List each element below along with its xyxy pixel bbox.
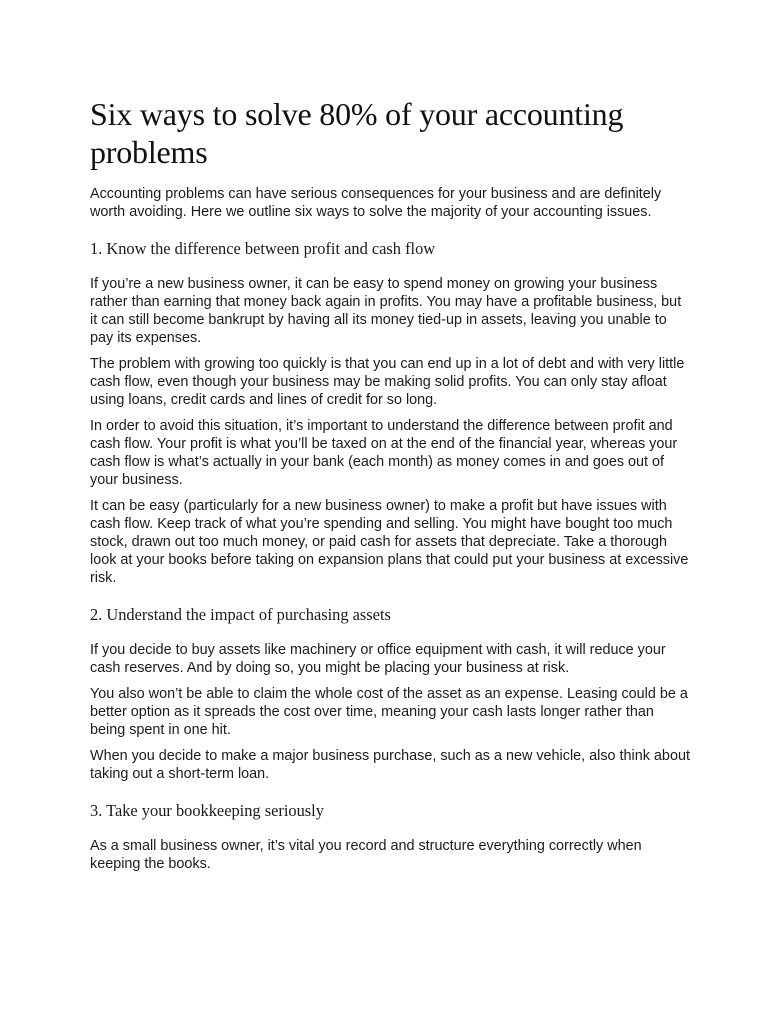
section-paragraph: If you’re a new business owner, it can be easy to spend money on growing your business rather than earning that money back again in profits. You may have a profitable business, but it can still become bankrupt by having all its money tied-up in assets, leaving you unable to pay its expenses. — [90, 276, 682, 346]
section-heading: 1. Know the difference between profit and cash flow — [90, 239, 436, 258]
section-paragraph: You also won’t be able to claim the whole cost of the asset as an expense. Leasing could be a better option as it spreads the cost over time, meaning your cash lasts longer rather than being spent in one hit. — [90, 686, 688, 738]
section-heading: 2. Understand the impact of purchasing assets — [90, 605, 391, 624]
section-paragraph: The problem with growing too quickly is that you can end up in a lot of debt and with very little cash flow, even though your business may be making solid profits. You can only stay afloat using loans, credit cards and lines of credit for so long. — [90, 356, 685, 408]
section-3 — [90, 801, 690, 873]
document-title: Six ways to solve 80% of your accounting problems — [90, 96, 624, 170]
section-paragraph: As a small business owner, it’s vital you record and structure everything correctly when keeping the books. — [90, 838, 642, 872]
section-heading: 3. Take your bookkeeping seriously — [90, 801, 324, 820]
document-content — [90, 95, 690, 881]
section-paragraph: When you decide to make a major business purchase, such as a new vehicle, also think about taking out a short-term loan. — [90, 748, 690, 782]
intro-paragraph: Accounting problems can have serious consequences for your business and are definitely worth avoiding. Here we outline six ways to solve the majority of your accounting issues. — [90, 186, 662, 220]
section-paragraph: It can be easy (particularly for a new business owner) to make a profit but have issues with cash flow. Keep track of what you’re spending and selling. You might have bought too much stock, drawn out too much money, or paid cash for assets that depreciate. Take a thorough look at your books before taking on expansion plans that could put your business at excessive risk. — [90, 498, 689, 586]
section-paragraph: In order to avoid this situation, it’s important to understand the difference between profit and cash flow. Your profit is what you’ll be taxed on at the end of the financial year, whereas your cash flow is what’s actually in your bank (each month) as money comes in and goes out of your business. — [90, 418, 678, 488]
section-paragraph: If you decide to buy assets like machinery or office equipment with cash, it will reduce your cash reserves. And by doing so, you might be placing your business at risk. — [90, 642, 666, 676]
section-2 — [90, 605, 690, 783]
section-1 — [90, 239, 690, 587]
